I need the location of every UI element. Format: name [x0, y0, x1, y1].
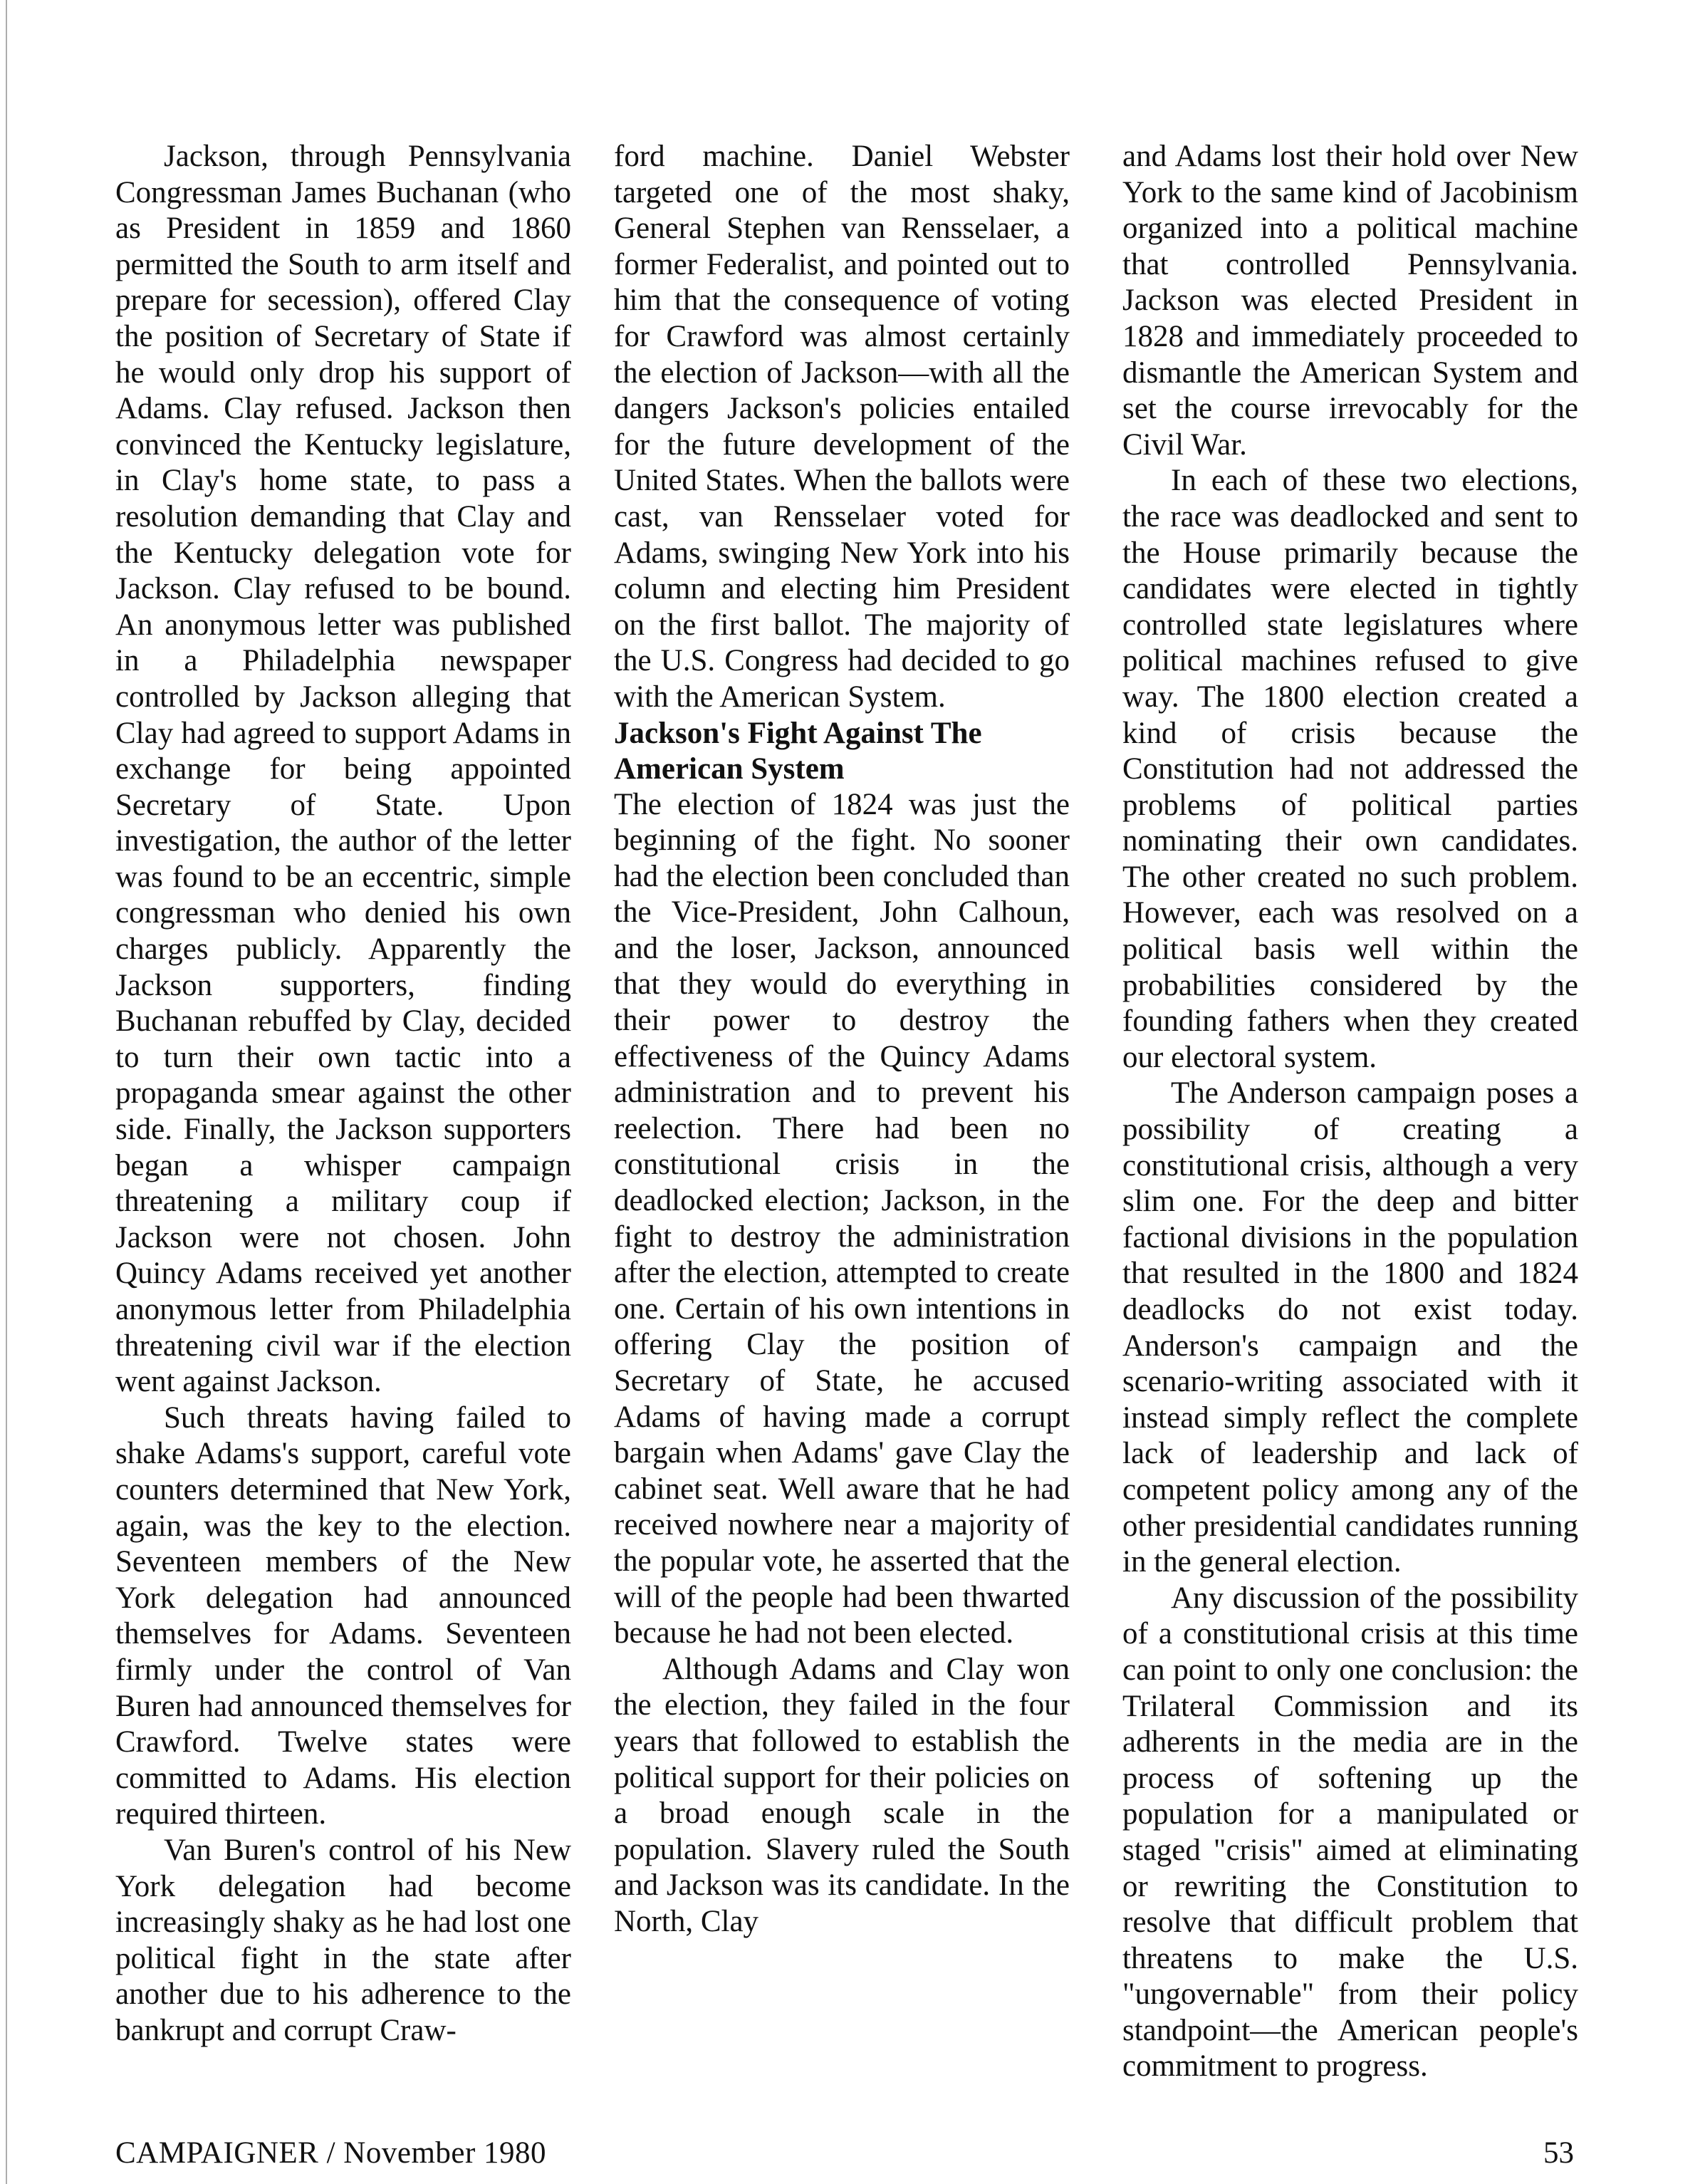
paragraph: and Adams lost their hold over New York to the same kind of Jacobinism organized into a political machine that controlled Pennsylvania. Jackson was elected President in 1828 and immediately proceeded to dismantle the American System and set the course irrevocably for the Civil War.	[1122, 140, 1578, 462]
scan-edge-line	[6, 0, 7, 2184]
paragraph: Any discussion of the possibility of a constitutional crisis at this time can point to only one conclusion: the Trilateral Commission and its adherents in the media are in the process of softening up the population for a manipulated or staged "crisis" aimed at eliminating or rewriting the Constitution to resolve that difficult problem that threatens to make the U.S. "ungovernable" from their policy standpoint—the American people's commitment to progress.	[1122, 1581, 1578, 2084]
paragraph: The Anderson campaign poses a possibility of creating a constitutional crisis, although a very slim one. For the deep and bitter factional divisions in the population that resulted in the 1800 and 1824 deadlocks do not exist today. Anderson's campaign and the scenario-writing associated with it instead simply reflect the complete lack of leadership and lack of competent policy among any of the other presidential candidates running in the general election.	[1122, 1076, 1578, 1579]
paragraph: Such threats having failed to shake Adams's support, careful vote counters determined that New York, again, was the key to the election. Seventeen members of the New York delegation had announced themselves for Adams. Seventeen firmly under the control of Van Buren had announced themselves for Crawford. Twelve states were committed to Adams. His election required thirteen.	[115, 1400, 571, 1831]
text-column-3	[1122, 139, 1578, 2085]
paragraph: Van Buren's control of his New York delegation had become increasingly shaky as he had lost one political fight in the state after another due to his adherence to the bankrupt and corrupt Craw-	[115, 1833, 571, 2047]
publication-footer: CAMPAIGNER / November 1980	[115, 2136, 547, 2170]
paragraph: The election of 1824 was just the beginning of the fight. No sooner had the election been concluded than the Vice-President, John Calhoun, and the loser, Jackson, announced that they would do everything in their power to destroy the effectiveness of the Quincy Adams administration and to prevent his reelection. There had been no constitutional crisis in the deadlocked election; Jackson, in the fight to destroy the administration after the election, attempted to create one. Certain of his own intentions in offering Clay the position of Secretary of State, he accused Adams of having made a corrupt bargain when Adams' gave Clay the cabinet seat. Well aware that he had received nowhere near a majority of the popular vote, he asserted that the will of the people had been thwarted because he had not been elected.	[614, 787, 1070, 1650]
paragraph: In each of these two elections, the race was deadlocked and sent to the House primarily because the candidates were elected in tightly controlled state legislatures where political machines refused to give way. The 1800 election created a kind of crisis because the Constitution had not addressed the problems of political parties nominating their own candidates. The other created no such problem. However, each was resolved on a political basis well within the probabilities considered by the founding fathers when they created our electoral system.	[1122, 464, 1578, 1074]
page-number: 53	[1543, 2136, 1574, 2170]
paragraph: ford machine. Daniel Webster targeted one of the most shaky, General Stephen van Rensselaer, a former Federalist, and pointed out to him that the consequence of voting for Crawford was almost certainly the election of Jackson—with all the dangers Jackson's policies entailed for the future development of the United States. When the ballots were cast, van Rensselaer voted for Adams, swinging New York into his column and electing him President on the first ballot. The majority of the U.S. Congress had decided to go with the American System.	[614, 140, 1070, 714]
section-subheading: Jackson's Fight Against The American System	[614, 716, 982, 786]
paragraph: Although Adams and Clay won the election, they failed in the four years that followed to establish the political support for their policies on a broad enough scale in the population. Slavery ruled the South and Jackson was its candidate. In the North, Clay	[614, 1652, 1070, 1938]
text-column-2	[614, 139, 1070, 1940]
text-column-1	[115, 139, 571, 2049]
paragraph: Jackson, through Pennsylvania Congressman James Buchanan (who as President in 1859 and 1860 permitted the South to arm itself and prepare for secession), offered Clay the position of Secretary of State if he would only drop his support of Adams. Clay refused. Jackson then convinced the Kentucky legislature, in Clay's home state, to pass a resolution demanding that Clay and the Kentucky delegation vote for Jackson. Clay refused to be bound. An anonymous letter was published in a Philadelphia newspaper controlled by Jackson alleging that Clay had agreed to support Adams in exchange for being appointed Secretary of State. Upon investigation, the author of the letter was found to be an eccentric, simple congressman who denied his own charges publicly. Apparently the Jackson supporters, finding Buchanan rebuffed by Clay, decided to turn their own tactic into a propaganda smear against the other side. Finally, the Jackson supporters began a whisper campaign threatening a military coup if Jackson were not chosen. John Quincy Adams received yet another anonymous letter from Philadelphia threatening civil war if the election went against Jackson.	[115, 140, 571, 1399]
